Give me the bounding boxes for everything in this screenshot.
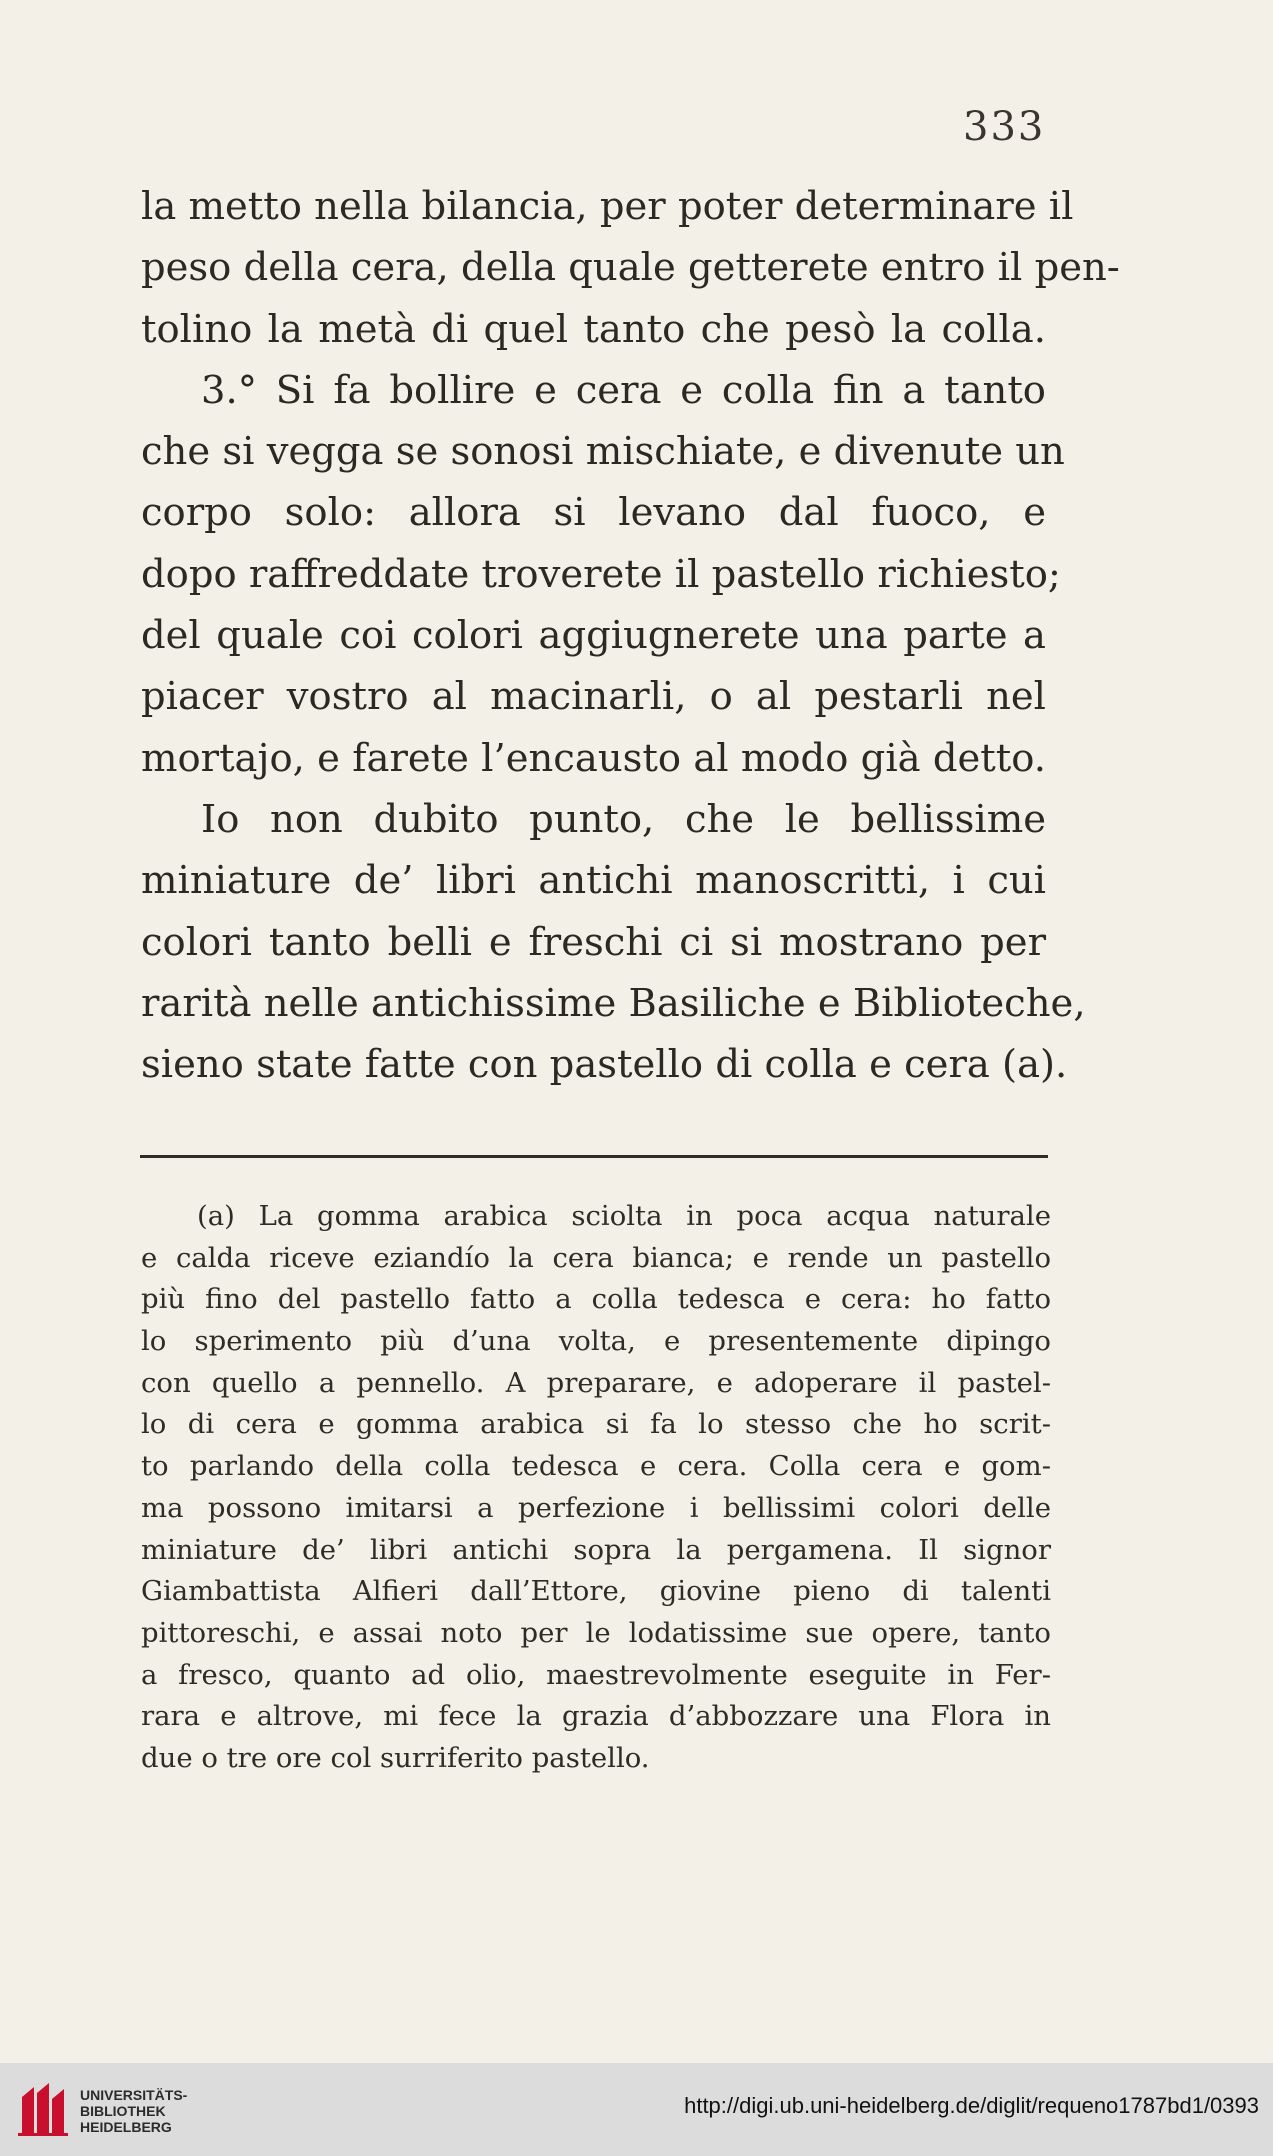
footnote-line: to parlando della colla tedesca e cera. Colla cera e gom- [141, 1450, 1051, 1483]
footnote [141, 1196, 1051, 1780]
body-line: 3.° Si fa bollire e cera e colla fin a tanto [201, 367, 1046, 413]
footnote-line: lo di cera e gomma arabica si fa lo stesso che ho scrit- [141, 1408, 1051, 1441]
footnote-line: con quello a pennello. A preparare, e adoperare il pastel- [141, 1366, 1051, 1399]
body-line: la metto nella bilancia, per poter determinare il [141, 184, 1074, 229]
footnote-line: (a) La gomma arabica sciolta in poca acqua naturale [197, 1200, 1051, 1232]
footnote-line: a fresco, quanto ad olio, maestrevolmente eseguite in Fer- [141, 1658, 1051, 1691]
library-name-line: UNIVERSITÄTS- [80, 2087, 188, 2103]
university-library-logo-icon [14, 2079, 74, 2139]
body-line: del quale coi colori aggiugnerete una parte a [141, 613, 1046, 659]
footnote-line: Giambattista Alfieri dall’Ettore, giovine pieno di talenti [141, 1575, 1051, 1608]
library-name-line: HEIDELBERG [80, 2119, 172, 2135]
body-line: dopo raffreddate troverete il pastello richiesto; [141, 551, 1061, 597]
footnote-line: pittoreschi, e assai noto per le lodatissime sue opere, tanto [141, 1616, 1051, 1649]
body-line: miniature de’ libri antichi manoscritti, i cui [141, 858, 1046, 904]
body-line: che si vegga se sonosi mischiate, e divenute un [141, 429, 1065, 475]
footnote-line: rara e altrove, mi fece la grazia d’abbozzare una Flora in [141, 1700, 1051, 1733]
footer-bar [0, 2063, 1273, 2156]
footnote-line: miniature de’ libri antichi sopra la pergamena. Il signor [141, 1533, 1051, 1566]
footnote-line: e calda riceve eziandío la cera bianca; e rende un pastello [141, 1241, 1051, 1274]
footnote-line: lo sperimento più d’una volta, e presentemente dipingo [141, 1325, 1051, 1358]
body-line: tolino la metà di quel tanto che pesò la colla. [141, 306, 1046, 352]
footnote-line: ma possono imitarsi a perfezione i bellissimi colori delle [141, 1491, 1051, 1524]
footnote-separator-rule [140, 1155, 1048, 1158]
body-line: piacer vostro al macinarli, o al pestarli nel [141, 674, 1046, 720]
body-line: Io non dubito punto, che le bellissime [201, 796, 1046, 842]
library-name-line: BIBLIOTHEK [80, 2103, 166, 2119]
body-line: mortajo, e farete l’encausto al modo già detto. [141, 735, 1046, 781]
footnote-line: più fino del pastello fatto a colla tedesca e cera: ho fatto [141, 1283, 1051, 1316]
source-url-link[interactable]: http://digi.ub.uni-heidelberg.de/diglit/requeno1787bd1/0393 [684, 2093, 1259, 2118]
body-line: corpo solo: allora si levano dal fuoco, e [141, 490, 1046, 536]
body-line: peso della cera, della quale getterete entro il pen- [141, 245, 1120, 291]
body-line: sieno state fatte con pastello di colla e cera (a). [141, 1042, 1068, 1088]
body-line: colori tanto belli e freschi ci si mostrano per [141, 919, 1046, 965]
body-text [141, 176, 1120, 1095]
body-line: rarità nelle antichissime Basiliche e Biblioteche, [141, 980, 1086, 1026]
page-number: 333 [963, 104, 1046, 150]
library-name [80, 2087, 187, 2135]
footnote-line: due o tre ore col surriferito pastello. [141, 1741, 650, 1774]
